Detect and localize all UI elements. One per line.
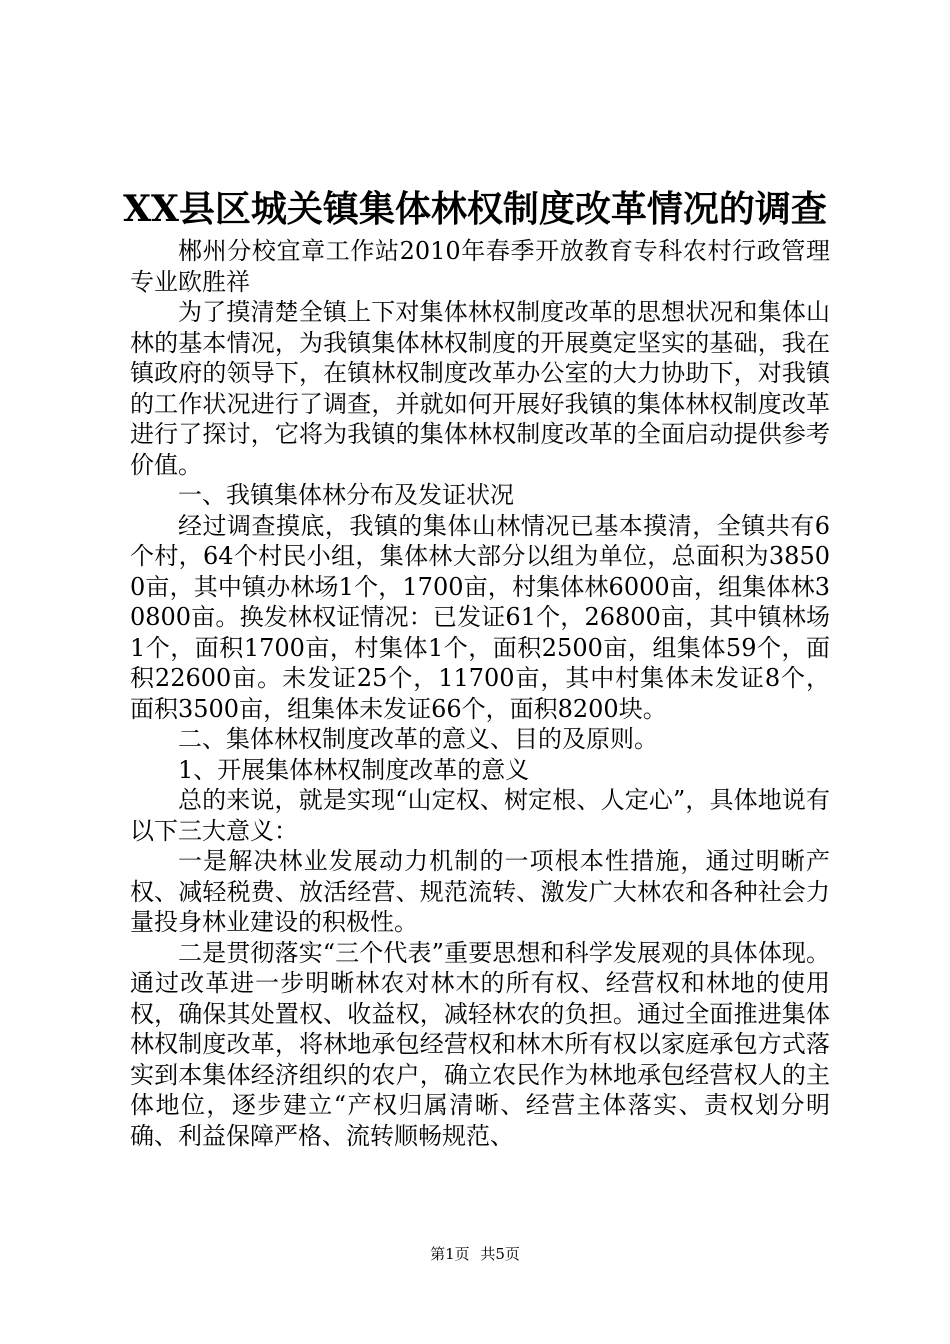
subsection-heading-1: 1、开展集体林权制度改革的意义	[178, 755, 530, 784]
page-total: 共5页	[480, 1245, 520, 1263]
intro-paragraph: 为了摸清楚全镇上下对集体林权制度改革的思想状况和集体山林的基本情况，为我镇集体林权制度的开展奠定坚实的基础，我在镇政府的领导下，在镇林权制度改革办公室的大力协助下，对我镇的工作状况进行了调查，并就如何开展好我镇的集体林权制度改革进行了探讨，它将为我镇的集体林权制度改革的全面启动提供参考价值。	[130, 298, 830, 479]
significance-point-1: 一是解决林业发展动力机制的一项根本性措施，通过明晰产权、减轻税费、放活经营、规范流转、激发广大林农和各种社会力量投身林业建设的积极性。	[130, 847, 830, 936]
section-heading-1: 一、我镇集体林分布及发证状况	[178, 481, 514, 509]
significance-summary: 总的来说，就是实现“山定权、树定根、人定心”，具体地说有以下三大意义：	[130, 786, 830, 845]
page-footer	[0, 1244, 950, 1264]
document-title: XX县区城关镇集体林权制度改革情况的调查	[123, 188, 827, 230]
page-number: 第1页	[430, 1245, 470, 1263]
section-1-paragraph: 经过调查摸底，我镇的集体山林情况已基本摸清，全镇共有6个村，64个村民小组，集体林大部分以组为单位，总面积为38500亩，其中镇办林场1个，1700亩，村集体林6000亩，组集体林30800亩。换发林权证情况：已发证61个，26800亩，其中镇林场1个，面积1700亩，村集体1个，面积2500亩，组集体59个，面积22600亩。未发证25个，11700亩，其中村集体未发证8个，面积3500亩，组集体未发证66个，面积8200块。	[130, 511, 830, 723]
author-line: 郴州分校宜章工作站2010年春季开放教育专科农村行政管理专业欧胜祥	[130, 237, 830, 296]
significance-point-2: 二是贯彻落实“三个代表”重要思想和科学发展观的具体体现。通过改革进一步明晰林农对林木的所有权、经营权和林地的使用权，确保其处置权、收益权，减轻林农的负担。通过全面推进集体林权制度改革，将林地承包经营权和林木所有权以家庭承包方式落实到本集体经济组织的农户，确立农民作为林地承包经营权人的主体地位，逐步建立“产权归属清晰、经营主体落实、责权划分明确、利益保障严格、流转顺畅规范、	[130, 938, 830, 1150]
document-body	[130, 236, 830, 1151]
section-heading-2: 二、集体林权制度改革的意义、目的及原则。	[178, 725, 658, 753]
